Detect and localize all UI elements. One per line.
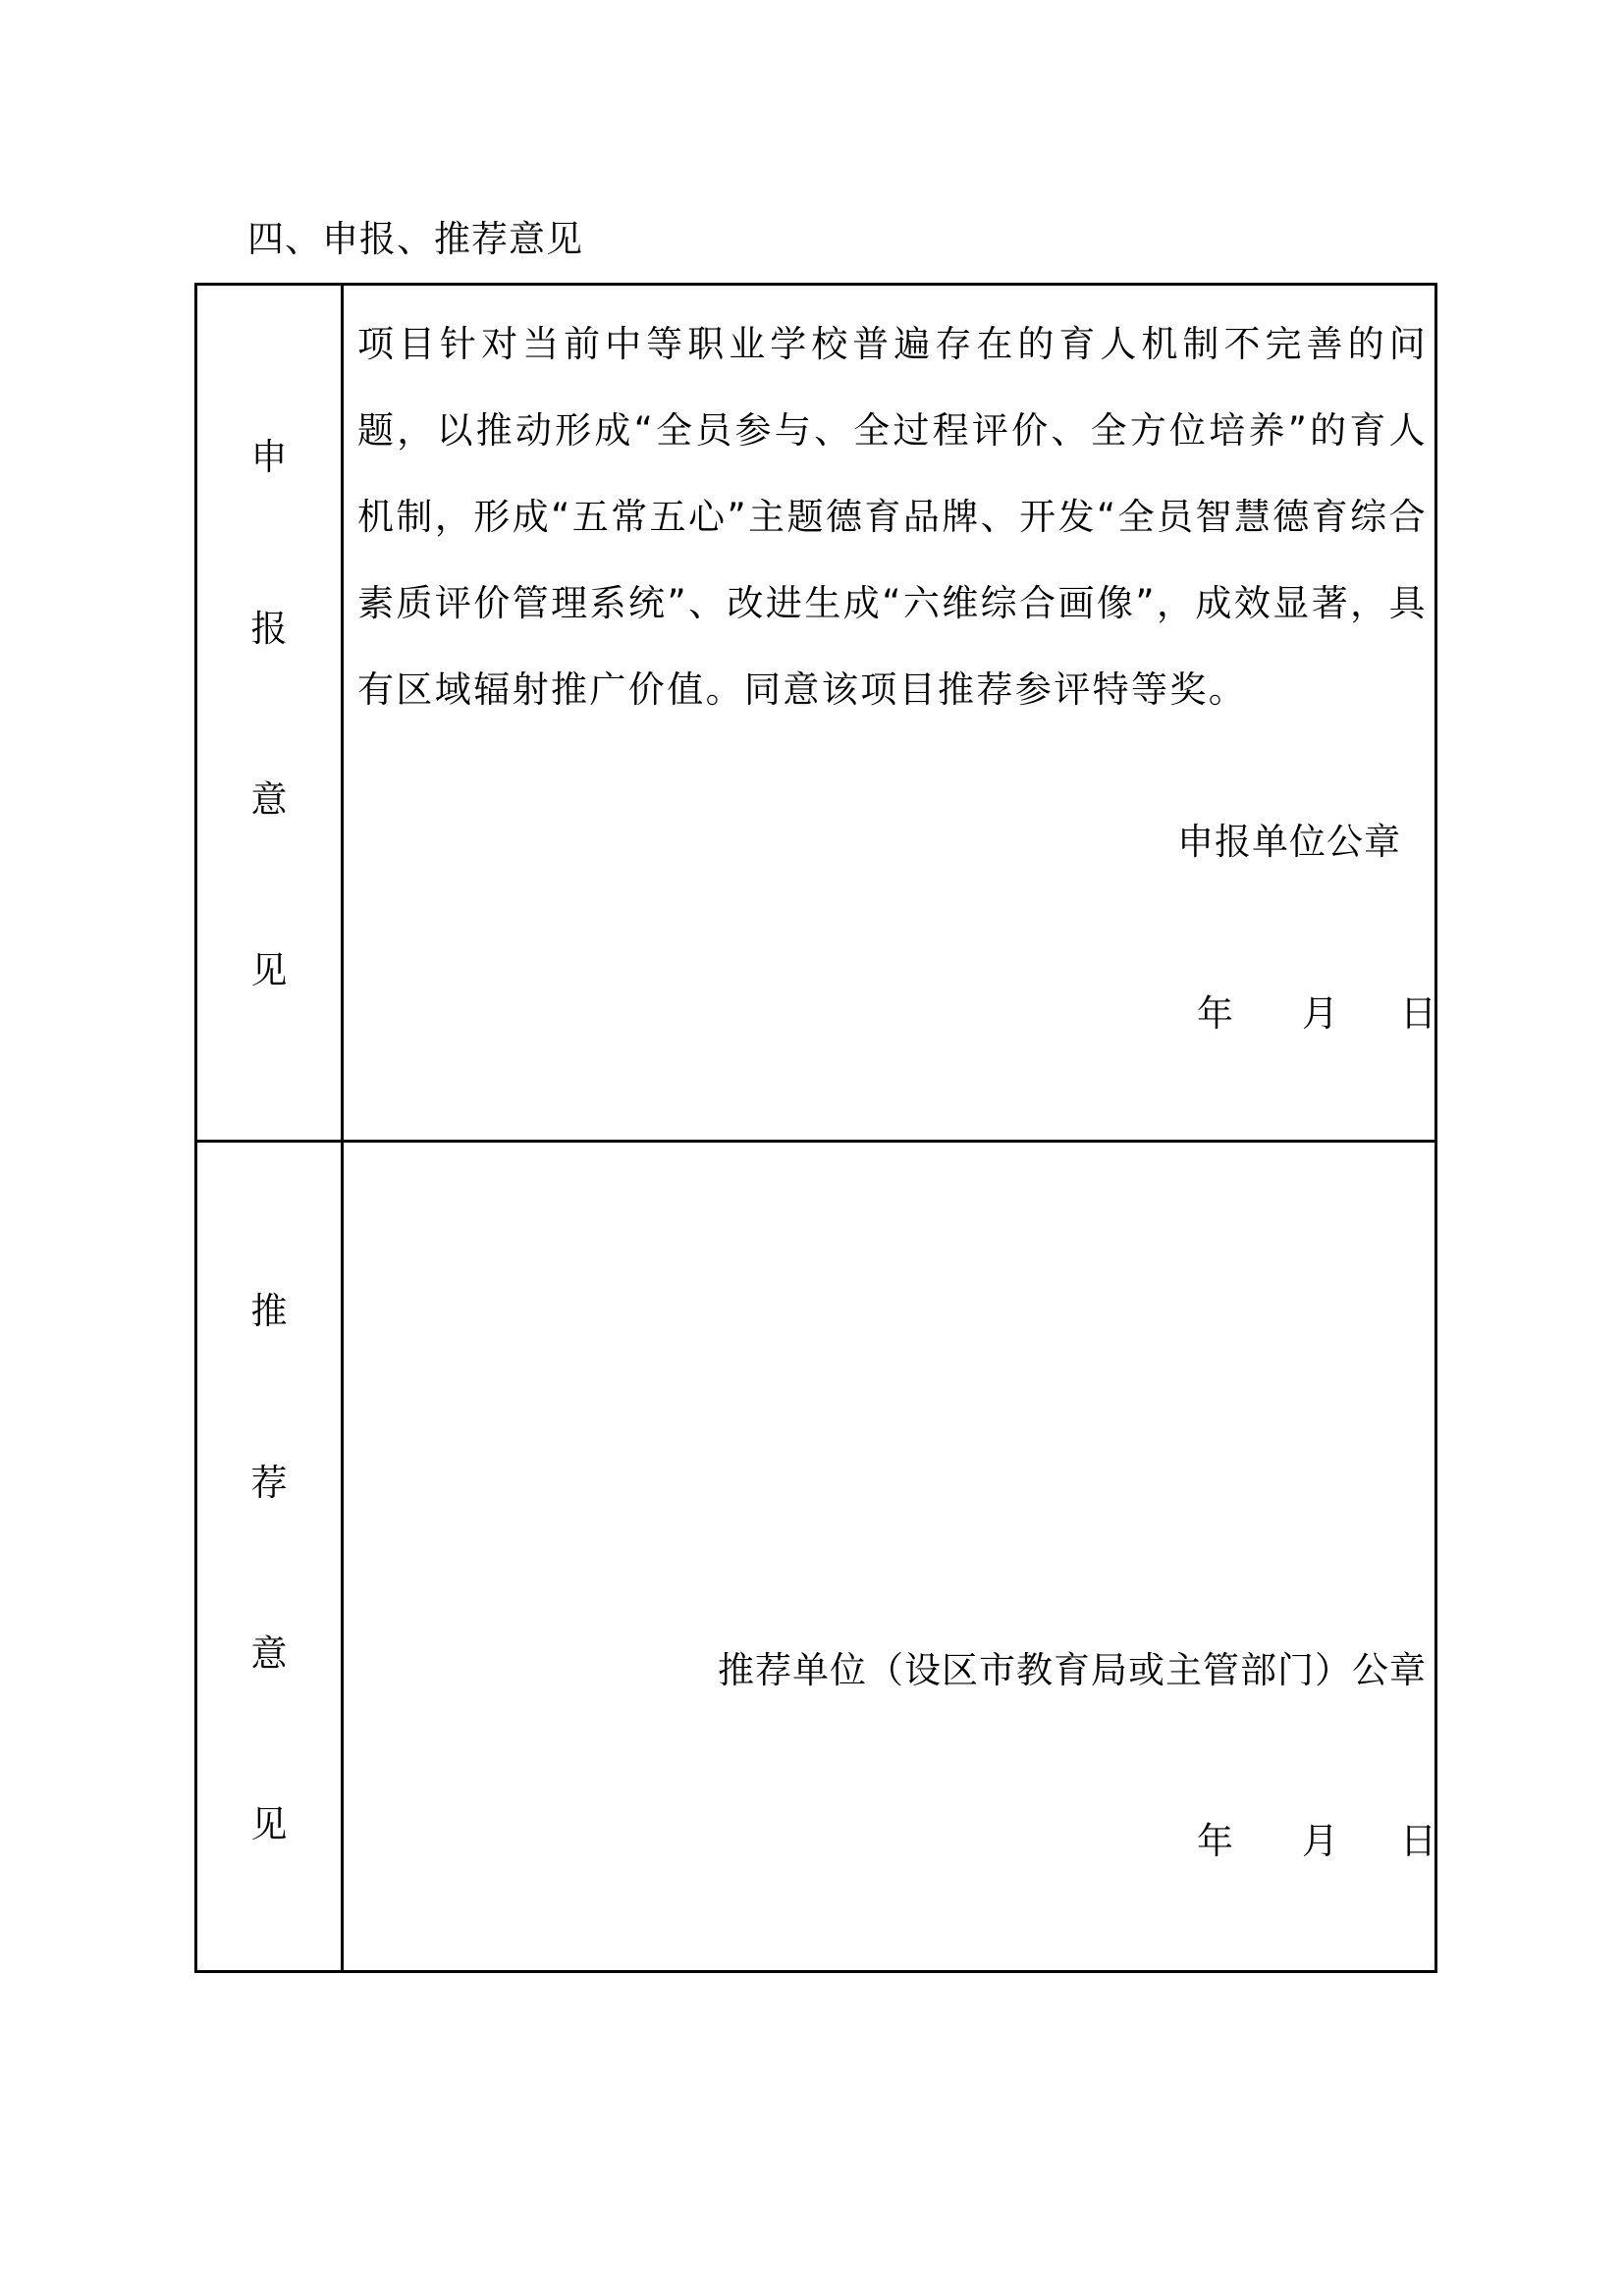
recommendation-seal-label: 推荐单位（设区市教育局或主管部门）公章 [718,1649,1427,1691]
declaration-label-char: 申 [250,436,288,478]
recommendation-label-char: 意 [250,1632,288,1675]
date-day: 日 [1400,1820,1436,1862]
declaration-seal-label: 申报单位公章 [1177,821,1401,863]
declaration-label-char: 见 [250,949,288,991]
recommendation-label-char: 荐 [250,1462,288,1504]
declaration-label-cell [197,286,344,1140]
date-year: 年 [1197,992,1233,1035]
declaration-opinion-text: 项目针对当前中等职业学校普遍存在的育人机制不完善的问题，以推动形成“全员参与、全过程评价、全方位培养”的育人机制，形成“五常五心”主题德育品牌、开发“全员智慧德育综合素质评价管理系统”、改进生成“六维综合画像”，成效显著，具有区域辐射推广价值。同意该项目推荐参评特等奖。 [357,323,1428,711]
date-day: 日 [1400,992,1436,1035]
recommendation-opinion-row [197,1143,1435,1970]
section-heading: 四、申报、推荐意见 [247,218,583,260]
declaration-content-cell [344,286,1435,1140]
date-year: 年 [1197,1820,1233,1862]
date-month: 月 [1302,1820,1338,1862]
recommendation-content-cell [344,1143,1435,1970]
declaration-label-char: 意 [250,778,288,821]
declaration-label-char: 报 [250,608,288,650]
recommendation-label-char: 推 [250,1290,288,1332]
recommendation-label-char: 见 [250,1803,288,1845]
declaration-opinion-row [197,286,1435,1143]
opinion-form-table [194,283,1437,1973]
recommendation-label-cell [197,1143,344,1970]
date-month: 月 [1302,992,1338,1035]
